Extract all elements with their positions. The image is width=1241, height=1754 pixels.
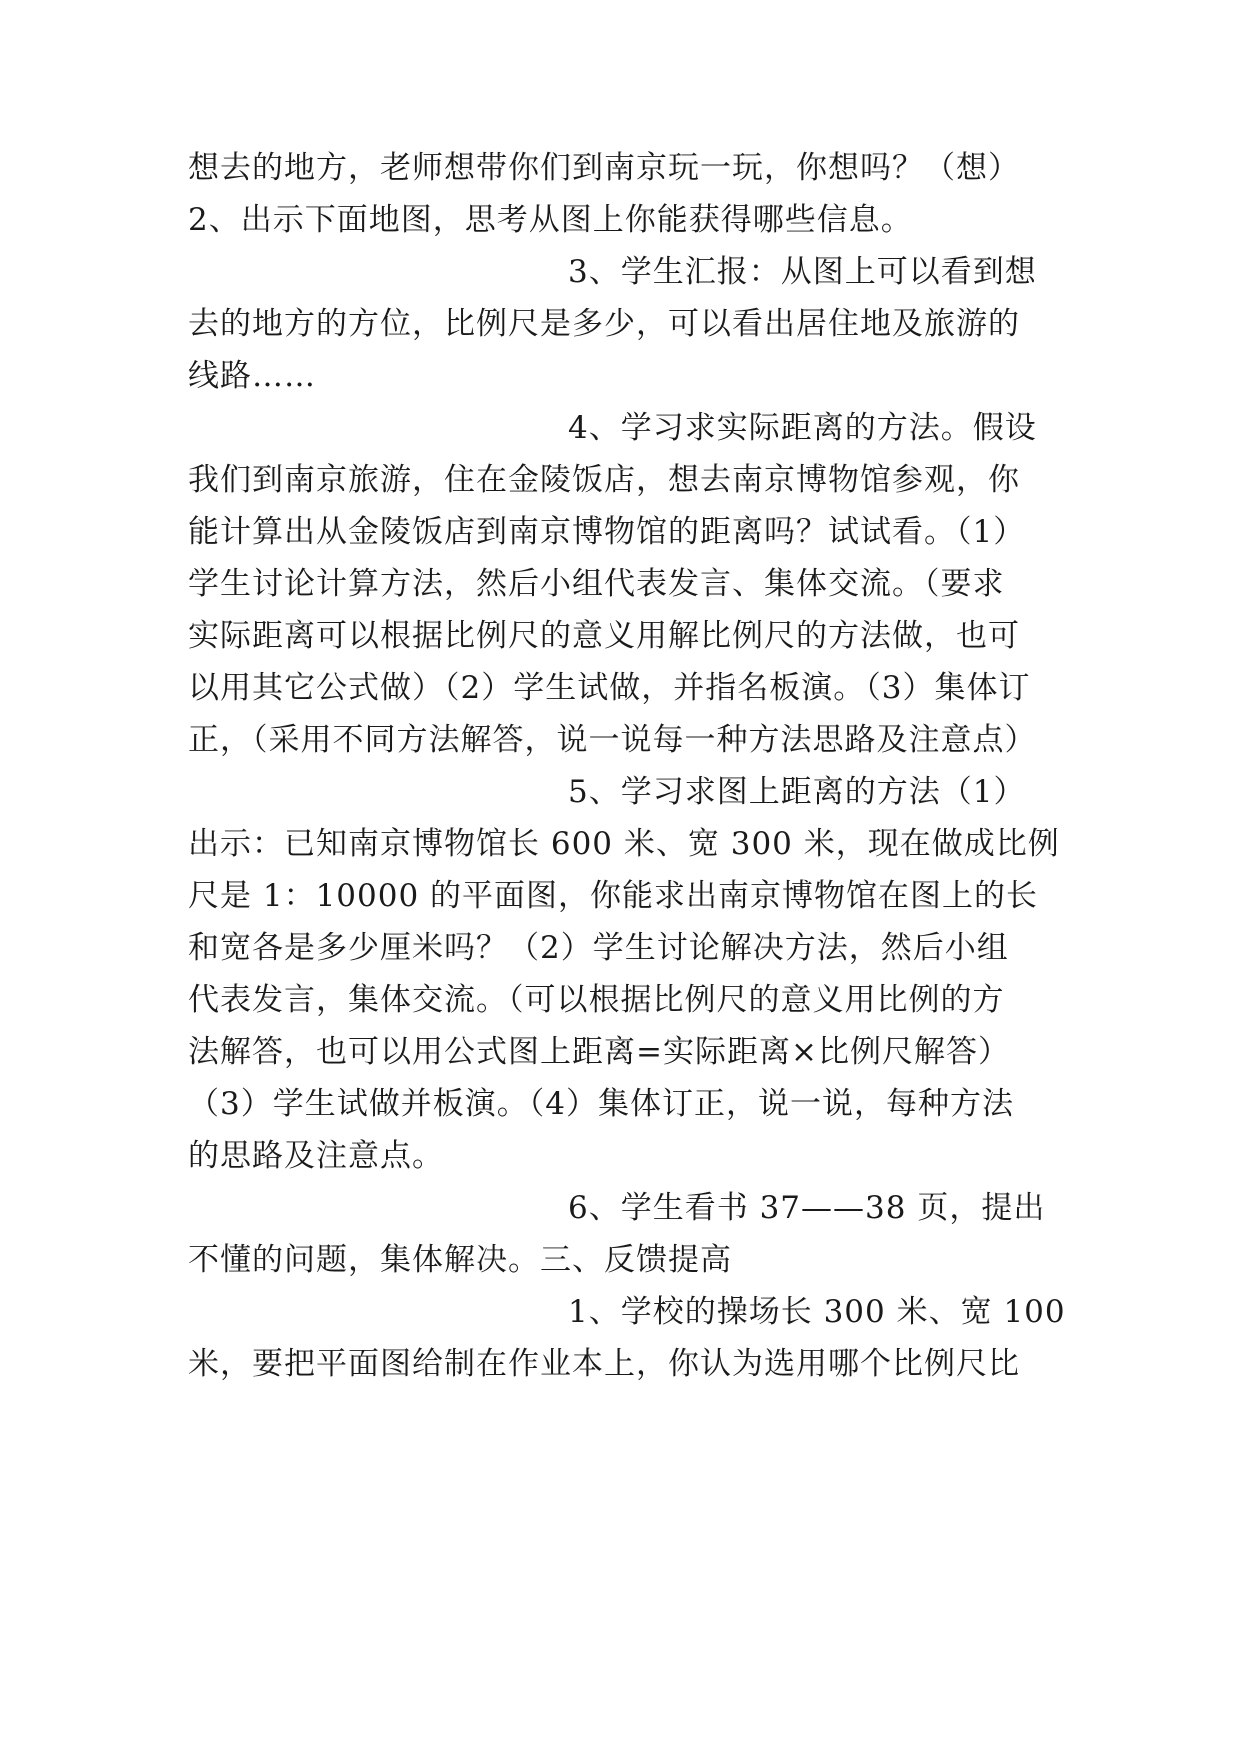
text-line: 尺是 1：10000 的平面图，你能求出南京博物馆在图上的长 <box>188 878 1039 914</box>
text-line: 实际距离可以根据比例尺的意义用解比例尺的方法做，也可 <box>188 618 1020 654</box>
text-line: 5、学习求图上距离的方法（1） <box>568 774 1026 810</box>
text-line: 学生讨论计算方法，然后小组代表发言、集体交流。（要求 <box>188 566 1005 602</box>
text-line: 我们到南京旅游，住在金陵饭店，想去南京博物馆参观，你 <box>188 462 1020 498</box>
text-line: 法解答，也可以用公式图上距离=实际距离×比例尺解答） <box>188 1034 1010 1070</box>
text-line: 线路…… <box>188 358 316 394</box>
text-line: 2、出示下面地图，思考从图上你能获得哪些信息。 <box>188 202 913 238</box>
text-line: 4、学习求实际距离的方法。假设 <box>568 410 1037 446</box>
text-line: 能计算出从金陵饭店到南京博物馆的距离吗？试试看。（1） <box>188 514 1026 550</box>
text-line: 3、学生汇报：从图上可以看到想 <box>568 254 1037 290</box>
text-line: 不懂的问题，集体解决。三、反馈提高 <box>188 1242 732 1278</box>
text-line: 出示：已知南京博物馆长 600 米、宽 300 米，现在做成比例 <box>188 826 1060 862</box>
text-line: （3）学生试做并板演。（4）集体订正，说一说，每种方法 <box>188 1086 1014 1122</box>
text-line: 正，（采用不同方法解答，说一说每一种方法思路及注意点） <box>188 722 1037 758</box>
text-line: 的思路及注意点。 <box>188 1138 444 1174</box>
text-line: 去的地方的方位，比例尺是多少，可以看出居住地及旅游的 <box>188 306 1020 342</box>
text-line: 代表发言，集体交流。（可以根据比例尺的意义用比例的方 <box>188 982 1005 1018</box>
text-line: 1、学校的操场长 300 米、宽 100 <box>568 1294 1066 1330</box>
text-line: 想去的地方，老师想带你们到南京玩一玩，你想吗？（想） <box>188 150 1020 186</box>
text-line: 6、学生看书 37——38 页，提出 <box>568 1190 1046 1226</box>
text-line: 米，要把平面图给制在作业本上，你认为选用哪个比例尺比 <box>188 1346 1020 1382</box>
text-line: 以用其它公式做）（2）学生试做，并指名板演。（3）集体订 <box>188 670 1031 706</box>
text-line: 和宽各是多少厘米吗？（2）学生讨论解决方法，然后小组 <box>188 930 1009 966</box>
